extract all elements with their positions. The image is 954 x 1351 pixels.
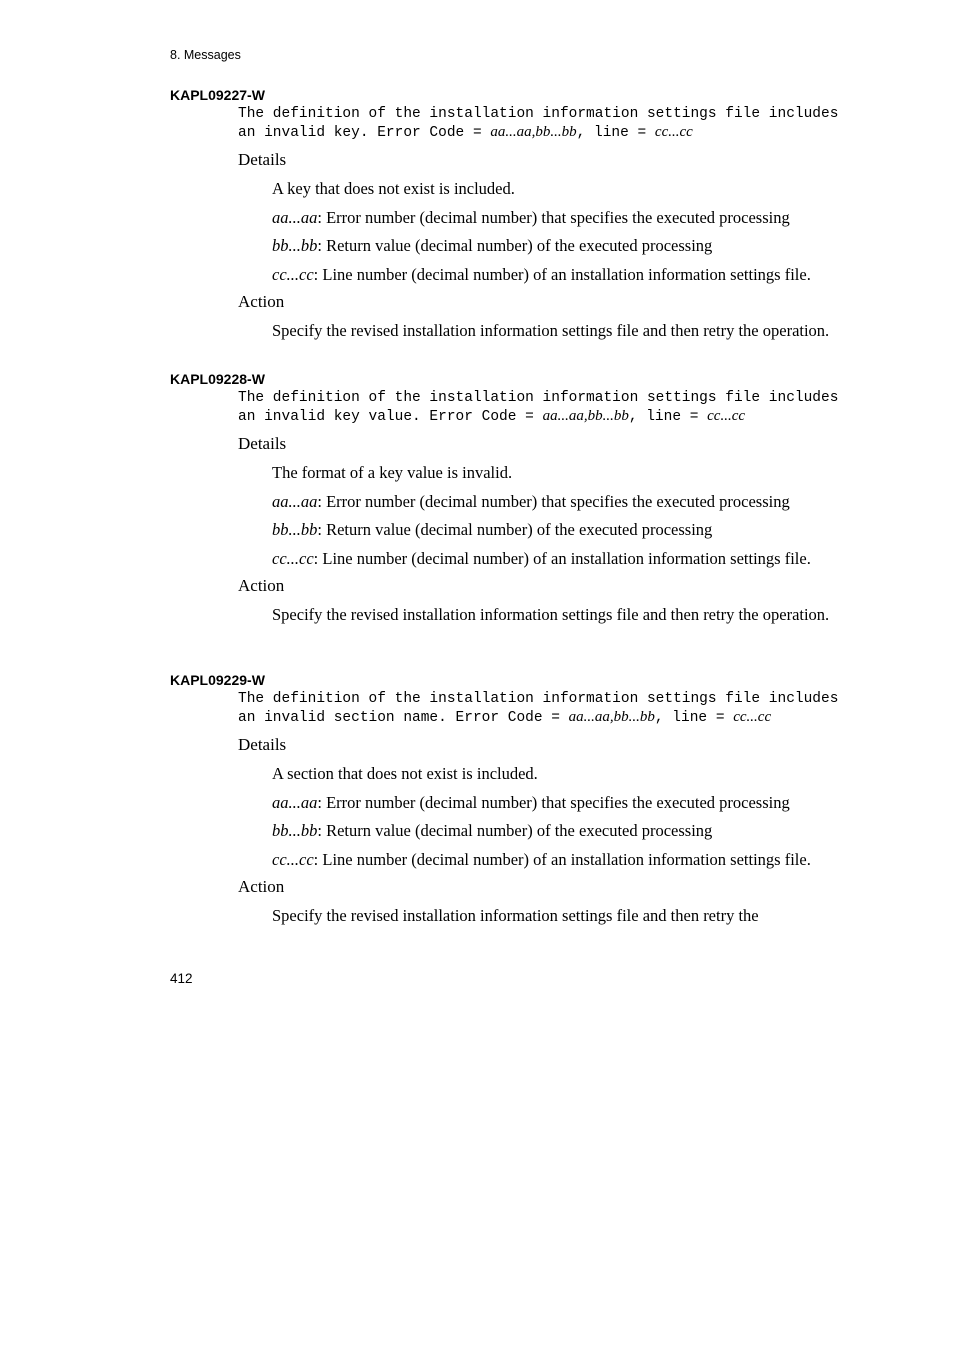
variable-cc-text: : Line number (decimal number) of an installation information settings file.	[313, 849, 811, 869]
variable-aa-text: : Error number (decimal number) that specifies the executed processing	[317, 792, 790, 812]
variable-aa: aa...aa	[542, 407, 584, 424]
message-text-line: , line =	[628, 408, 708, 425]
action-heading: Action	[238, 877, 285, 896]
variable-aa-description	[272, 492, 852, 512]
message-text-prefix: The definition of the installation information settings file includes an invalid section name. Error Code =	[238, 691, 839, 726]
action-heading: Action	[238, 292, 285, 311]
variable-cc-description	[272, 549, 852, 569]
variable-bb-text: : Return value (decimal number) of the executed processing	[317, 821, 713, 840]
message-id: KAPL09229-W	[170, 672, 265, 688]
variable-cc: cc...cc	[707, 407, 746, 424]
variable-bb-text: : Return value (decimal number) of the executed processing	[317, 236, 713, 255]
variable-cc-text: : Line number (decimal number) of an installation information settings file.	[313, 264, 811, 284]
variable-bb-label: bb...bb	[272, 821, 318, 840]
variable-separator: ,	[531, 123, 536, 140]
variable-separator: ,	[609, 708, 614, 725]
variable-aa-description	[272, 793, 852, 813]
variable-aa-label: aa...aa	[272, 207, 318, 227]
message-id: KAPL09228-W	[170, 371, 265, 387]
action-text: Specify the revised installation information settings file and then retry the	[272, 906, 759, 925]
variable-bb-label: bb...bb	[272, 236, 318, 255]
variable-bb-description	[272, 520, 852, 540]
message-text-line: , line =	[576, 124, 655, 141]
variable-aa-label: aa...aa	[272, 491, 318, 511]
variable-cc-text: : Line number (decimal number) of an installation information settings file.	[313, 548, 811, 568]
variable-cc-description	[272, 850, 852, 870]
variable-aa: aa...aa	[490, 123, 532, 140]
variable-aa-text: : Error number (decimal number) that specifies the executed processing	[317, 491, 790, 511]
page-number: 412	[170, 971, 193, 986]
variable-aa-description	[272, 208, 852, 228]
message-text-prefix: The definition of the installation information settings file includes an invalid key. Error Code =	[238, 106, 839, 141]
details-text: A section that does not exist is included.	[272, 764, 538, 783]
variable-cc-label: cc...cc	[272, 264, 314, 284]
variable-bb-description	[272, 236, 852, 256]
variable-bb: bb...bb	[535, 123, 577, 140]
details-heading: Details	[238, 735, 287, 754]
action-text: Specify the revised installation information settings file and then retry the operation.	[272, 605, 830, 624]
action-text: Specify the revised installation information settings file and then retry the operation.	[272, 321, 830, 340]
running-head: 8. Messages	[170, 48, 241, 62]
variable-aa: aa...aa	[568, 708, 610, 725]
variable-bb-label: bb...bb	[272, 520, 318, 539]
variable-bb-text: : Return value (decimal number) of the executed processing	[317, 520, 713, 539]
variable-cc-label: cc...cc	[272, 548, 314, 568]
details-text: A key that does not exist is included.	[272, 179, 515, 198]
variable-aa-text: : Error number (decimal number) that specifies the executed processing	[317, 207, 790, 227]
variable-separator: ,	[583, 407, 588, 424]
details-text: The format of a key value is invalid.	[272, 463, 513, 482]
details-heading: Details	[238, 150, 287, 169]
message-text	[238, 106, 848, 142]
message-id: KAPL09227-W	[170, 87, 265, 103]
variable-cc: cc...cc	[654, 123, 693, 140]
variable-aa-label: aa...aa	[272, 792, 318, 812]
variable-bb: bb...bb	[613, 708, 655, 725]
action-heading: Action	[238, 576, 285, 595]
message-text-prefix: The definition of the installation information settings file includes an invalid key value. Error Code =	[238, 390, 839, 425]
details-heading: Details	[238, 434, 287, 453]
message-text-line: , line =	[654, 709, 734, 726]
variable-cc: cc...cc	[733, 708, 772, 725]
message-entry	[170, 672, 860, 926]
variable-bb-description	[272, 821, 852, 841]
message-text	[238, 390, 848, 426]
variable-cc-description	[272, 265, 852, 285]
message-entry	[170, 87, 860, 341]
message-entry	[170, 371, 860, 625]
message-text	[238, 691, 848, 727]
variable-bb: bb...bb	[587, 407, 629, 424]
variable-cc-label: cc...cc	[272, 849, 314, 869]
